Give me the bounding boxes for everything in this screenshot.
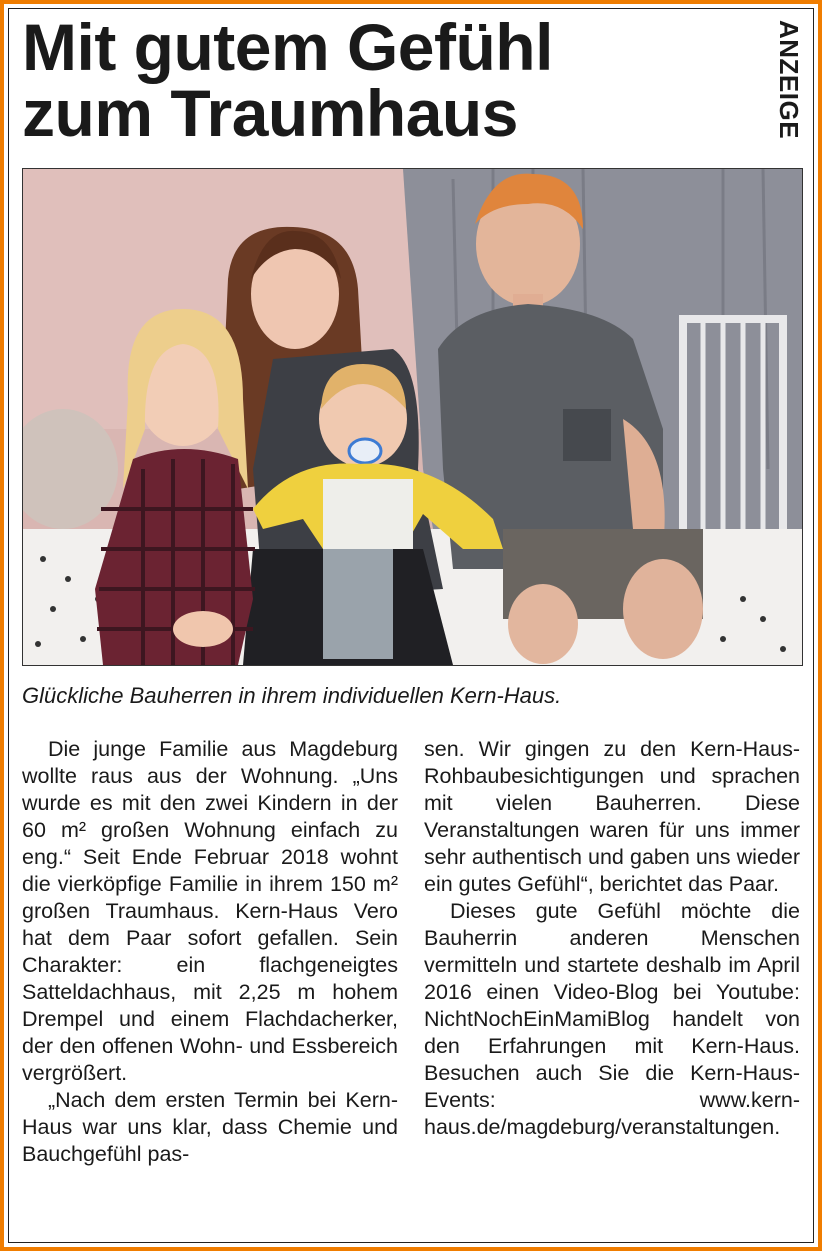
advertisement-label: ANZEIGE	[774, 20, 804, 140]
headline	[22, 10, 752, 150]
family-photo-icon	[23, 169, 802, 665]
article-paragraph-2-continued: sen. Wir gingen zu den Kern-Haus-Rohbaubesichtigungen und sprachen mit vielen Bauherren. Diese Veranstaltungen waren für uns immer sehr authentisch und gaben uns wieder ein gutes Gefühl“, berichtet das Paar.	[424, 737, 800, 896]
article-paragraph-3: Dieses gute Gefühl möchte die Bauherrin anderen Menschen vermitteln und startete deshalb im April 2016 einen Video-Blog bei Youtube: NichtNochEinMamiBlog handelt von den Erfahrungen mit Kern-Haus. Besuchen auch Sie die Kern-Haus-Events: www.kern-haus.de/magdeburg/veranstaltungen.	[424, 899, 800, 1139]
article-paragraph-2: „Nach dem ersten Termin bei Kern-Haus war uns klar, dass Chemie und Bauchgefühl pas-	[22, 1088, 398, 1166]
article-column-right	[424, 736, 800, 1141]
family-photo	[22, 168, 803, 666]
photo-caption: Glückliche Bauherren in ihrem individuellen Kern-Haus.	[22, 683, 562, 708]
article-paragraph-1: Die junge Familie aus Magdeburg wollte raus aus der Wohnung. „Uns wurde es mit den zwei Kindern in der 60 m² großen Wohnung einfach zu eng.“ Seit Ende Februar 2018 wohnt die vierköpfige Familie in ihrem 150 m² großen Traumhaus. Kern-Haus Vero hat dem Paar sofort gefallen. Sein Charakter: ein flachgeneigtes Satteldachhaus, mit 2,25 m hohem Drempel und einem Flachdacherker, der den offenen Wohn- und Essbereich vergrößert.	[22, 737, 398, 1085]
headline-line-1: Mit gutem Gefühl	[22, 10, 553, 84]
article-column-left	[22, 736, 398, 1168]
headline-line-2: zum Traumhaus	[22, 76, 518, 150]
